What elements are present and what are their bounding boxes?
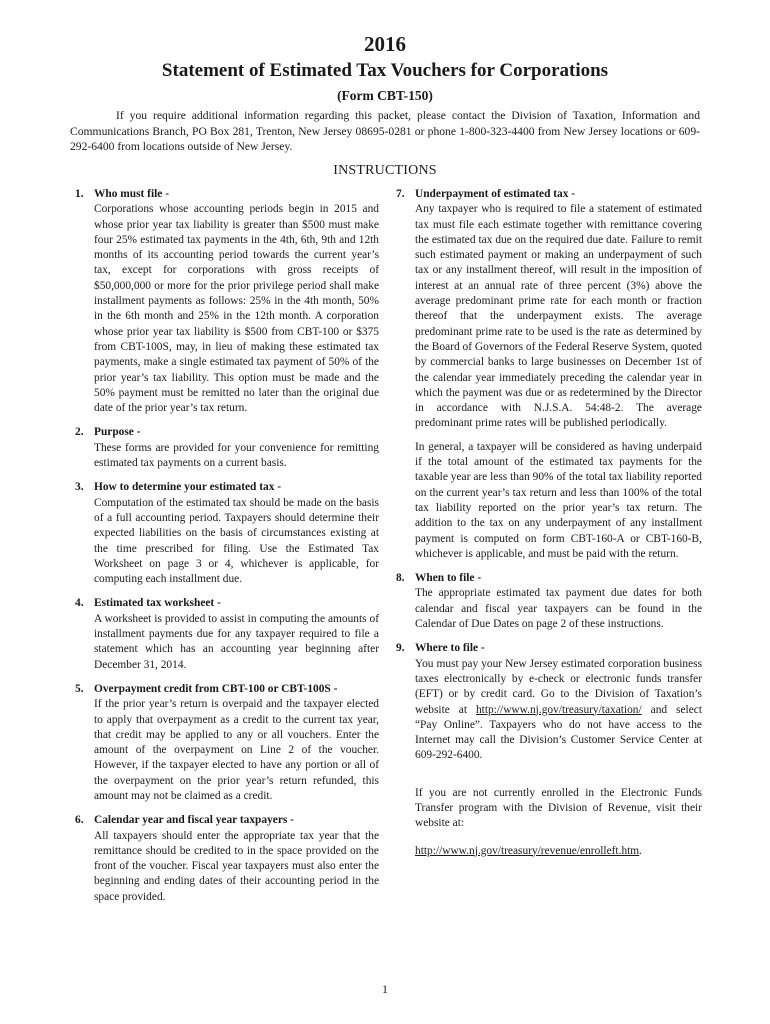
item-body: If the prior year’s return is overpaid and the taxpayer elected to apply that overpayment as a credit to the current tax year, that credit may be applied to any or all vouchers. Enter the amount of the overpayment on Line 2 of the voucher. However, if the taxpayer elected to have any portion or all of the overpayment on the prior year’s return refunded, this amount may not be claimed as a credit. — [94, 698, 379, 802]
item-body: Computation of the estimated tax should be made on the basis of a full accounting period. Taxpayers should determine their expected liabilities on the basis of circumstances existing at the time prescribed for filing. Use the Estimated Tax Worksheet on page 3 or 4, whichever is applicable, for computing each installment due. — [94, 496, 379, 586]
item-title: How to determine your estimated tax - — [94, 481, 282, 494]
item-title: Underpayment of estimated tax - — [415, 188, 576, 200]
document-title: Statement of Estimated Tax Vouchers for Corporations — [161, 60, 609, 81]
item-title: Calendar year and fiscal year taxpayers - — [94, 814, 294, 827]
item-body: These forms are provided for your convenience for remitting estimated tax payments on a current basis. — [94, 441, 379, 470]
intro-paragraph: If you require additional information regarding this packet, please contact the Division of Taxation, Information and Communications Branch, PO Box 281, Trenton, New Jersey 08695-0281 or phone 1-800-323-4400 from New Jersey locations or 609-292-6400 from locations outside of New Jersey. — [70, 109, 700, 154]
item-number: 6. — [75, 814, 84, 827]
form-year: 2016 — [364, 32, 406, 56]
item-number: 1. — [75, 188, 84, 200]
instruction-item-overpayment-credit — [75, 682, 379, 804]
instruction-item-worksheet — [75, 596, 379, 672]
instruction-item-where-to-file — [396, 641, 702, 859]
link-period: . — [639, 844, 643, 857]
form-number: (Form CBT-150) — [337, 88, 433, 103]
item-body: Any taxpayer who is required to file a statement of estimated tax must file each estimate together with remittance covering the estimated tax due on the required due date. Failure to remit such estimated payment or making an underpayment of such tax or any installment thereof, will result in the imposition of interest at an annual rate of three percent (3%) above the average predominant prime rate for each month or fraction thereof that the underpayment exists. The average predominant prime rate to be used is the rate as determined by the Board of Governors of the Federal Reserve System, quoted by commercial banks to large businesses on December 1st of the calendar year immediately preceding the calendar year in which the payment was due or as redetermined by the Director in accordance with N.J.S.A. 54:48-2. The average predominant prime rates will be published periodically. — [415, 203, 702, 430]
taxation-website-link[interactable]: http://www.nj.gov/treasury/taxation/ — [475, 703, 642, 716]
item-body-text: You must pay your New Jersey estimated corporation business taxes electronically by e-check or electronic funds transfer (EFT) or by credit card. Go to the Division of Taxation’s website at — [415, 657, 702, 716]
eft-enrollment-link[interactable]: http://www.nj.gov/treasury/revenue/enrolleft.htm — [415, 844, 640, 857]
item-number: 9. — [396, 642, 405, 655]
item-number: 4. — [75, 597, 84, 610]
page-number: 1 — [382, 982, 388, 996]
item-body — [415, 657, 702, 764]
instruction-item-when-to-file — [396, 571, 702, 632]
right-column — [396, 187, 702, 868]
item-body: Corporations whose accounting periods begin in 2015 and whose prior year tax liability is greater than $500 must make four 25% estimated tax payments in the 4th, 6th, 9th and 12th months of its accounting period towards the current year’s tax, except for corporations with gross receipts of $50,000,000 or more for the prior privilege period shall make installment payments as follows: 25% in the 4th month, 50% in the 6th month and 25% in the 12th month. A corporation whose prior year tax liability is $500 from CBT-100 or $375 from CBT-100S, may, in lieu of making these estimated tax payments, make a single estimated tax payment of 50% of the prior year’s tax liability. This option must be made and the 50% payment must be remitted no later than the original due date of the prior year’s tax return. — [94, 203, 379, 415]
item-body: All taxpayers should enter the appropriate tax year that the remittance should be credited to in the space provided on the front of the voucher. Fiscal year taxpayers must also enter the beginning and ending dates of their accounting period in the space provided. — [94, 829, 379, 903]
item-body-text-continued: and select “Pay Online”. Taxpayers who do not have access to the Internet may call the Division’s Customer Service Center at 609-292-6400. — [415, 703, 702, 762]
item-number: 3. — [75, 481, 84, 494]
item-body: A worksheet is provided to assist in computing the amounts of installment payments due for any taxpayer required to file a statement which has an accounting year beginning after December 31, 2014. — [94, 612, 379, 671]
instruction-item-determine-tax — [75, 480, 379, 587]
instruction-item-who-must-file — [75, 187, 379, 416]
item-title: Who must file - — [94, 188, 169, 200]
instructions-heading: INSTRUCTIONS — [333, 163, 437, 178]
item-title: Where to file - — [415, 642, 485, 655]
enrollment-url-line — [415, 844, 702, 859]
item-number: 2. — [75, 426, 84, 439]
item-number: 8. — [396, 572, 405, 585]
item-title: When to file - — [415, 572, 482, 585]
item-number: 5. — [75, 682, 84, 695]
item-title: Purpose - — [94, 426, 141, 439]
item-body-second-paragraph: If you are not currently enrolled in the Electronic Funds Transfer program with the Division of Revenue, visit their website at: — [415, 786, 702, 830]
item-number: 7. — [396, 188, 405, 200]
left-column — [75, 187, 379, 914]
item-title: Estimated tax worksheet - — [94, 597, 221, 610]
instruction-item-underpayment — [396, 187, 702, 562]
item-body: The appropriate estimated tax payment due dates for both calendar and fiscal year taxpayers can be found in the Calendar of Due Dates on page 2 of these instructions. — [415, 587, 702, 631]
instruction-item-purpose — [75, 425, 379, 471]
item-body-second-paragraph: In general, a taxpayer will be considered as having underpaid if the total amount of the estimated tax payments for the taxable year are less than 90% of the total tax liability reported on the current year’s tax return and less than 100% of the total tax liability reported on the prior year’s tax return. The addition to the tax on any underpayment of any installment payment is computed on form CBT-160-A or CBT-160-B, whichever is applicable, and must be paid with the return. — [415, 440, 702, 560]
item-title: Overpayment credit from CBT-100 or CBT-100S - — [94, 682, 338, 695]
instruction-item-calendar-fiscal — [75, 813, 379, 905]
